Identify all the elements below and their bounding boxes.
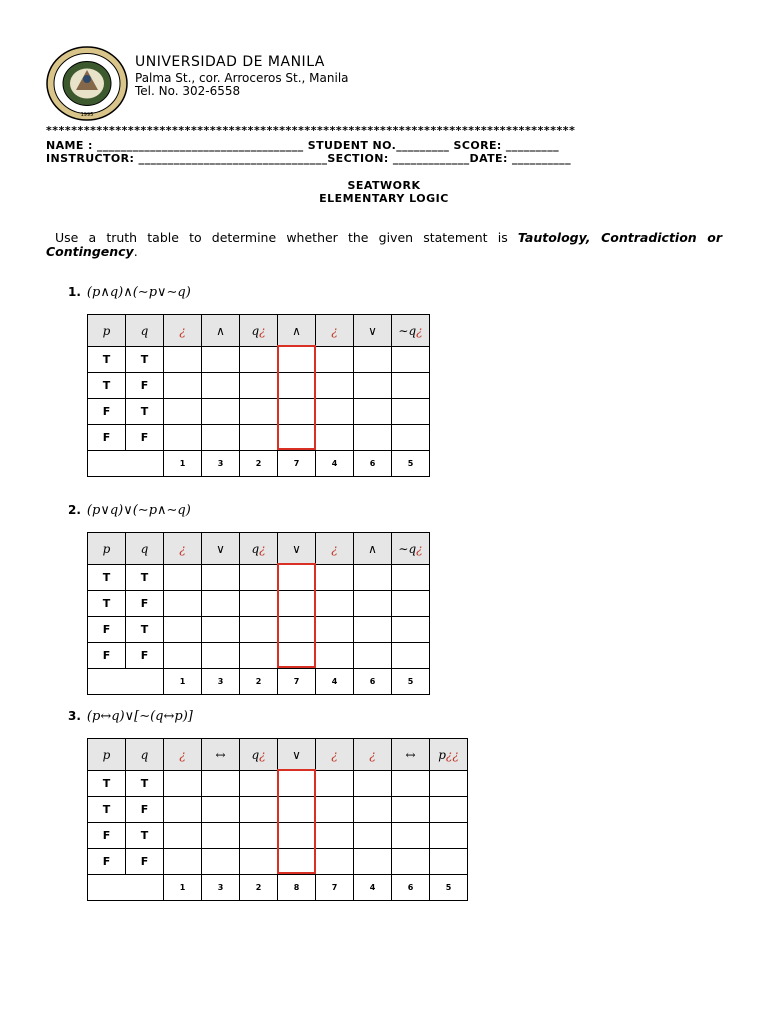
table-row <box>88 425 430 451</box>
column-header: ¿ <box>164 315 202 347</box>
truth-value-cell: F <box>126 797 164 823</box>
truth-value-cell: F <box>88 849 126 875</box>
table-row <box>88 565 430 591</box>
answer-cell[interactable] <box>316 373 354 399</box>
answer-cell[interactable] <box>354 849 392 875</box>
answer-cell[interactable] <box>202 617 240 643</box>
column-header: ∼q¿ <box>392 315 430 347</box>
truth-value-cell: F <box>126 591 164 617</box>
answer-cell[interactable] <box>316 849 354 875</box>
column-header: ¿ <box>316 315 354 347</box>
answer-cell[interactable] <box>316 797 354 823</box>
step-order-label: 1 <box>164 669 202 695</box>
answer-cell[interactable] <box>316 771 354 797</box>
answer-cell[interactable] <box>202 347 240 373</box>
answer-cell[interactable] <box>164 797 202 823</box>
instructions <box>46 231 722 259</box>
table-row <box>88 823 468 849</box>
answer-cell[interactable] <box>164 591 202 617</box>
answer-cell[interactable] <box>240 425 278 451</box>
answer-cell[interactable] <box>316 643 354 669</box>
answer-cell[interactable] <box>430 849 468 875</box>
column-header: q <box>126 533 164 565</box>
table-row <box>88 643 430 669</box>
school-address: Palma St., cor. Arroceros St., Manila <box>135 71 349 85</box>
answer-cell[interactable] <box>354 591 392 617</box>
truth-value-cell: T <box>88 797 126 823</box>
instructor-section-date-row[interactable]: INSTRUCTOR: ________________________________SECTION: _____________DATE: __________ <box>46 152 571 165</box>
step-row-blank <box>88 669 164 695</box>
answer-cell[interactable] <box>316 823 354 849</box>
document-subtitle: ELEMENTARY LOGIC <box>319 192 449 205</box>
problem-2-expression <box>68 503 191 518</box>
truth-value-cell: T <box>88 347 126 373</box>
column-header: ¿ <box>164 533 202 565</box>
step-order-label: 5 <box>392 669 430 695</box>
truth-value-cell: F <box>126 425 164 451</box>
column-header: ∨ <box>354 315 392 347</box>
answer-cell[interactable] <box>392 849 430 875</box>
answer-cell[interactable] <box>202 849 240 875</box>
truth-value-cell: F <box>126 373 164 399</box>
truth-value-cell: T <box>88 591 126 617</box>
table-row <box>88 347 430 373</box>
column-header: p <box>88 315 126 347</box>
problem-number: 3. <box>68 709 81 723</box>
truth-value-cell: F <box>126 643 164 669</box>
step-order-label: 3 <box>202 669 240 695</box>
step-order-label: 7 <box>278 451 316 477</box>
truth-value-cell: F <box>88 643 126 669</box>
answer-cell[interactable] <box>278 565 316 591</box>
answer-cell[interactable] <box>278 399 316 425</box>
table-row <box>88 399 430 425</box>
step-row-blank <box>88 451 164 477</box>
answer-cell[interactable] <box>316 565 354 591</box>
truth-value-cell: T <box>88 565 126 591</box>
step-order-label: 2 <box>240 669 278 695</box>
column-header: ∨ <box>278 739 316 771</box>
answer-cell[interactable] <box>316 591 354 617</box>
truth-value-cell: T <box>126 617 164 643</box>
column-header: ∧ <box>278 315 316 347</box>
step-order-label: 6 <box>354 451 392 477</box>
answer-cell[interactable] <box>202 823 240 849</box>
step-order-label: 2 <box>240 875 278 901</box>
answer-cell[interactable] <box>240 823 278 849</box>
document-title: SEATWORK <box>347 179 421 192</box>
answer-cell[interactable] <box>392 399 430 425</box>
column-header: ∧ <box>202 315 240 347</box>
answer-cell[interactable] <box>278 617 316 643</box>
answer-cell[interactable] <box>164 771 202 797</box>
column-header: ¿ <box>316 739 354 771</box>
step-order-label: 5 <box>392 451 430 477</box>
table-row <box>88 617 430 643</box>
column-header: ¿ <box>354 739 392 771</box>
answer-cell[interactable] <box>164 399 202 425</box>
column-header: ∨ <box>202 533 240 565</box>
truth-value-cell: T <box>126 565 164 591</box>
table-row <box>88 797 468 823</box>
answer-cell[interactable] <box>164 617 202 643</box>
problem-formula: (p∨q)∨(∼p∧∼q) <box>86 503 191 518</box>
answer-cell[interactable] <box>278 591 316 617</box>
answer-cell[interactable] <box>354 617 392 643</box>
truth-value-cell: F <box>126 849 164 875</box>
step-order-label: 4 <box>316 451 354 477</box>
answer-cell[interactable] <box>316 399 354 425</box>
step-order-label: 3 <box>202 875 240 901</box>
table-row <box>88 849 468 875</box>
answer-cell[interactable] <box>316 425 354 451</box>
answer-cell[interactable] <box>164 347 202 373</box>
university-seal-logo <box>46 46 128 121</box>
answer-cell[interactable] <box>392 373 430 399</box>
answer-cell[interactable] <box>392 347 430 373</box>
answer-cell[interactable] <box>202 425 240 451</box>
column-header: p <box>88 533 126 565</box>
step-order-label: 5 <box>430 875 468 901</box>
step-order-label: 8 <box>278 875 316 901</box>
answer-cell[interactable] <box>392 797 430 823</box>
answer-cell[interactable] <box>278 643 316 669</box>
column-header: q¿ <box>240 533 278 565</box>
problem-number: 1. <box>68 285 81 299</box>
answer-cell[interactable] <box>392 771 430 797</box>
answer-cell[interactable] <box>164 425 202 451</box>
column-header: ∧ <box>354 533 392 565</box>
answer-cell[interactable] <box>202 797 240 823</box>
answer-cell[interactable] <box>240 347 278 373</box>
answer-cell[interactable] <box>164 565 202 591</box>
answer-cell[interactable] <box>240 399 278 425</box>
truth-table <box>87 314 430 477</box>
problem-3-expression <box>68 709 193 724</box>
answer-cell[interactable] <box>354 797 392 823</box>
truth-table <box>87 738 468 901</box>
answer-cell[interactable] <box>202 771 240 797</box>
column-header: ↔ <box>202 739 240 771</box>
step-order-label: 1 <box>164 451 202 477</box>
answer-cell[interactable] <box>430 823 468 849</box>
answer-cell[interactable] <box>202 399 240 425</box>
column-header: ¿ <box>164 739 202 771</box>
step-order-label: 6 <box>354 669 392 695</box>
separator-line: ************************************************************************************ <box>46 124 576 137</box>
answer-cell[interactable] <box>240 591 278 617</box>
problem-formula: (p∧q)∧(∼p∨∼q) <box>86 285 191 300</box>
step-order-label: 3 <box>202 451 240 477</box>
column-header: ∨ <box>278 533 316 565</box>
step-order-label: 2 <box>240 451 278 477</box>
column-header: p¿¿ <box>430 739 468 771</box>
answer-cell[interactable] <box>240 565 278 591</box>
svg-text:1995: 1995 <box>80 112 94 118</box>
truth-value-cell: F <box>88 617 126 643</box>
answer-cell[interactable] <box>316 347 354 373</box>
truth-value-cell: F <box>88 399 126 425</box>
truth-value-cell: F <box>88 425 126 451</box>
column-header: q¿ <box>240 739 278 771</box>
instructions-emphasis: Tautology, Contradiction or Contingency <box>46 230 722 259</box>
answer-cell[interactable] <box>278 347 316 373</box>
name-student-score-row[interactable]: NAME : ___________________________________ STUDENT NO._________ SCORE: _________ <box>46 139 559 152</box>
column-header: q <box>126 739 164 771</box>
answer-cell[interactable] <box>430 771 468 797</box>
answer-cell[interactable] <box>202 643 240 669</box>
truth-value-cell: T <box>126 347 164 373</box>
answer-cell[interactable] <box>278 771 316 797</box>
school-name: UNIVERSIDAD DE MANILA <box>135 54 325 70</box>
truth-value-cell: T <box>126 771 164 797</box>
column-header: q¿ <box>240 315 278 347</box>
answer-cell[interactable] <box>240 373 278 399</box>
school-phone: Tel. No. 302-6558 <box>135 84 241 98</box>
column-header: p <box>88 739 126 771</box>
answer-cell[interactable] <box>392 425 430 451</box>
answer-cell[interactable] <box>354 771 392 797</box>
truth-value-cell: F <box>88 823 126 849</box>
table-row <box>88 591 430 617</box>
column-header: ↔ <box>392 739 430 771</box>
table-row <box>88 373 430 399</box>
answer-cell[interactable] <box>240 771 278 797</box>
truth-table <box>87 532 430 695</box>
answer-cell[interactable] <box>202 591 240 617</box>
answer-cell[interactable] <box>392 643 430 669</box>
instructions-text: Use a truth table to determine whether the given statement is <box>55 230 518 245</box>
truth-value-cell: T <box>126 399 164 425</box>
column-header: ∼q¿ <box>392 533 430 565</box>
answer-cell[interactable] <box>202 373 240 399</box>
answer-cell[interactable] <box>392 591 430 617</box>
answer-cell[interactable] <box>164 373 202 399</box>
step-row-blank <box>88 875 164 901</box>
problem-1-expression <box>68 285 191 300</box>
answer-cell[interactable] <box>392 565 430 591</box>
step-order-label: 4 <box>316 669 354 695</box>
answer-cell[interactable] <box>354 643 392 669</box>
answer-cell[interactable] <box>278 425 316 451</box>
step-order-label: 6 <box>392 875 430 901</box>
answer-cell[interactable] <box>164 823 202 849</box>
answer-cell[interactable] <box>354 347 392 373</box>
answer-cell[interactable] <box>202 565 240 591</box>
step-order-label: 4 <box>354 875 392 901</box>
problem-formula: (p↔q)∨[∼(q↔p)] <box>86 709 193 724</box>
answer-cell[interactable] <box>278 373 316 399</box>
answer-cell[interactable] <box>240 849 278 875</box>
answer-cell[interactable] <box>354 399 392 425</box>
answer-cell[interactable] <box>354 425 392 451</box>
answer-cell[interactable] <box>240 797 278 823</box>
answer-cell[interactable] <box>316 617 354 643</box>
problem-number: 2. <box>68 503 81 517</box>
answer-cell[interactable] <box>354 373 392 399</box>
truth-value-cell: T <box>88 771 126 797</box>
answer-cell[interactable] <box>278 823 316 849</box>
answer-cell[interactable] <box>240 617 278 643</box>
truth-value-cell: T <box>126 823 164 849</box>
answer-cell[interactable] <box>354 823 392 849</box>
answer-cell[interactable] <box>164 643 202 669</box>
answer-cell[interactable] <box>278 797 316 823</box>
answer-cell[interactable] <box>278 849 316 875</box>
step-order-label: 1 <box>164 875 202 901</box>
answer-cell[interactable] <box>392 823 430 849</box>
table-row <box>88 771 468 797</box>
instructions-end: . <box>133 244 138 259</box>
answer-cell[interactable] <box>240 643 278 669</box>
answer-cell[interactable] <box>354 565 392 591</box>
step-order-label: 7 <box>316 875 354 901</box>
column-header: q <box>126 315 164 347</box>
column-header: ¿ <box>316 533 354 565</box>
answer-cell[interactable] <box>392 617 430 643</box>
answer-cell[interactable] <box>430 797 468 823</box>
truth-value-cell: T <box>88 373 126 399</box>
answer-cell[interactable] <box>164 849 202 875</box>
step-order-label: 7 <box>278 669 316 695</box>
